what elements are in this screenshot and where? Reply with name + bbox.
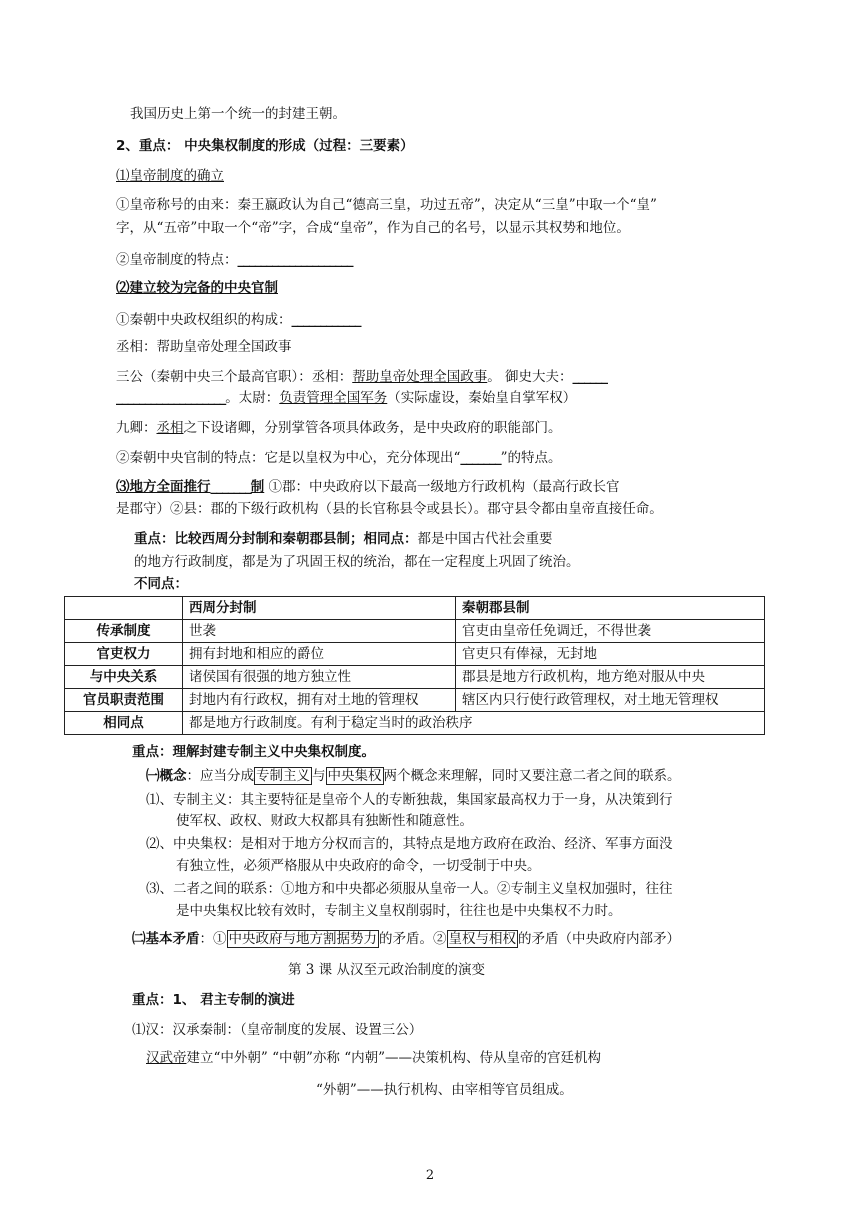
section-heading: 重点：1、 君主专制的演进 [132,992,295,1008]
subheading: ⑵建立较为完备的中央官制 [116,280,278,296]
table-row [65,689,765,712]
table-cell: 官吏由皇帝任免调迁，不得世袭 [456,620,765,643]
paragraph-line: 的地方行政制度，都是为了巩固王权的统治，都在一定程度上巩固了统治。 [134,554,580,570]
paragraph-line: 字，从“五帝”中取一个“帝”字，合成“皇帝”，作为自己的名号，以显示其权势和地位。 [116,220,630,236]
line-text: ①秦朝中央政权组织的构成： [116,312,292,328]
paragraph-line [116,418,562,438]
line-text: 的矛盾（中央政府内部矛） [518,931,680,947]
line-text: 建立“中外朝” “中朝”亦称 “内朝”——决策机构、侍从皇帝的宫廷机构 [186,1050,601,1066]
paragraph-line: 是郡守）②县：郡的下级行政机构（县的长官称县令或县长）。郡守县令都由皇帝直接任命。 [116,501,663,517]
paragraph-line [116,477,620,497]
underlined-answer: 丞相 [156,420,184,436]
table-row [65,712,765,735]
paragraph-line: ⑶、二者之间的联系：①地方和中央都必须服从皇帝一人。②专制主义皇权加强时，往往 [146,881,673,897]
underlined-term: 汉武帝 [146,1050,187,1066]
underlined-answer: 帮助皇帝处理全国政事 [352,369,488,385]
paragraph-line [116,367,607,387]
paragraph-line: ⑴汉：汉承秦制：（皇帝制度的发展、设置三公） [132,1022,423,1038]
section-heading: 重点：理解封建专制主义中央集权制度。 [132,744,375,760]
fill-blank: _______ [210,479,251,495]
row-label: 传承制度 [65,620,183,643]
table-cell: 封地内有行政权，拥有对土地的管理权 [183,689,456,712]
section-heading: 2、重点： 中央集权制度的形成（过程：三要素） [116,138,414,154]
subheading: ⑶地方全面推行 [116,479,211,495]
table-row [65,620,765,643]
paragraph-line [116,388,576,408]
table-cell: 诸侯国有很强的地方独立性 [183,666,456,689]
line-text: 。太尉： [225,390,280,406]
subheading: ⑴皇帝制度的确立 [116,168,224,184]
line-text: 九卿： [116,420,157,436]
page-number: 2 [425,1168,435,1183]
boxed-term: 中央政府与地方割据势力 [228,931,377,947]
boxed-term: 皇权与相权 [448,931,516,947]
line-text: ①郡：中央政府以下最高一级地方行政机构（最高行政长官 [264,479,620,495]
line-text: 的矛盾。② [379,931,447,947]
table-cell: 都是地方行政制度。有利于稳定当时的政治秩序 [183,712,765,735]
fill-blank: ___________________ [116,390,226,406]
table-cell: 官吏只有俸禄，无封地 [456,643,765,666]
paragraph-line [132,929,680,949]
table-header-cell: 秦朝郡县制 [456,597,765,620]
table-header-cell [65,597,183,620]
fill-blank: ____________________ [237,252,353,268]
paragraph-line: “外朝”——执行机构、由宰相等官员组成。 [316,1082,573,1098]
paragraph-line: 我国历史上第一个统一的封建王朝。 [130,106,346,122]
line-text: ②秦朝中央官制的特点：它是以皇权为中心，充分体现出“ [116,450,461,466]
comparison-table [64,596,765,735]
line-text: ②皇帝制度的特点： [116,252,238,268]
fill-blank: ____________ [291,312,361,328]
line-text: 与 [312,768,326,784]
table-cell: 郡县是地方行政机构，地方绝对服从中央 [456,666,765,689]
fill-blank: ______ [572,369,608,385]
subheading-suffix: 制 [250,479,265,495]
paragraph-line: 丞相：帮助皇帝处理全国政事 [116,339,292,355]
emphasis-text: 重点：比较西周分封制和秦朝郡县制；相同点： [134,531,418,547]
line-text: 都是中国古代社会重要 [417,531,553,547]
row-label: 与中央关系 [65,666,183,689]
line-text: ：应当分成 [186,768,254,784]
paragraph-line [146,766,681,786]
table-header-cell: 西周分封制 [183,597,456,620]
line-text: ”的特点。 [500,450,562,466]
paragraph-line [116,310,361,330]
paragraph-line: 有独立性，必须严格服从中央政府的命令，一切受制于中央。 [176,858,541,874]
paragraph-line [116,250,353,270]
table-cell: 拥有封地和相应的爵位 [183,643,456,666]
paragraph-line [146,1048,601,1068]
lesson-title: 第 3 课 从汉至元政治制度的演变 [288,962,485,978]
concept-label: ㈠概念 [146,768,187,784]
boxed-term: 中央集权 [327,768,382,784]
paragraph-line: 使军权、政权、财政大权都具有独断性和随意性。 [176,813,473,829]
line-text: 。 御史大夫： [487,369,573,385]
paragraph-line: ⑴、专制主义：其主要特征是皇帝个人的专断独裁，集国家最高权力于一身，从决策到行 [146,792,673,808]
line-text: 三公（秦朝中央三个最高官职）：丞相： [116,369,353,385]
line-text: 之下设诸卿，分别掌管各项具体政务，是中央政府的职能部门。 [183,420,562,436]
row-label: 官员职责范围 [65,689,183,712]
contradiction-label: ㈡基本矛盾 [132,931,200,947]
paragraph-line: ①皇帝称号的由来：秦王嬴政认为自己“德高三皇，功过五帝”，决定从“三皇”中取一个“皇” [116,197,657,213]
table-row [65,643,765,666]
table-cell: 世袭 [183,620,456,643]
subheading: 不同点： [134,576,188,592]
line-text: ：① [199,931,227,947]
row-label: 官吏权力 [65,643,183,666]
paragraph-line: ⑵、中央集权：是相对于地方分权而言的，其特点是地方政府在政治、经济、军事方面没 [146,836,673,852]
paragraph-line [116,448,562,468]
table-cell: 辖区内只行使行政管理权，对土地无管理权 [456,689,765,712]
fill-blank: _______ [460,450,501,466]
paragraph-line: 是中央集权比较有效时，专制主义皇权削弱时，往往也是中央集权不力时。 [176,903,622,919]
line-text: （实际虚设，秦始皇自掌军权） [387,390,577,406]
paragraph-line [134,529,553,549]
table-header-row [65,597,765,620]
boxed-term: 专制主义 [256,768,310,784]
underlined-answer: 负责管理全国军务 [279,390,388,406]
table-row [65,666,765,689]
row-label: 相同点 [65,712,183,735]
line-text: 两个概念来理解，同时又要注意二者之间的联系。 [383,768,681,784]
